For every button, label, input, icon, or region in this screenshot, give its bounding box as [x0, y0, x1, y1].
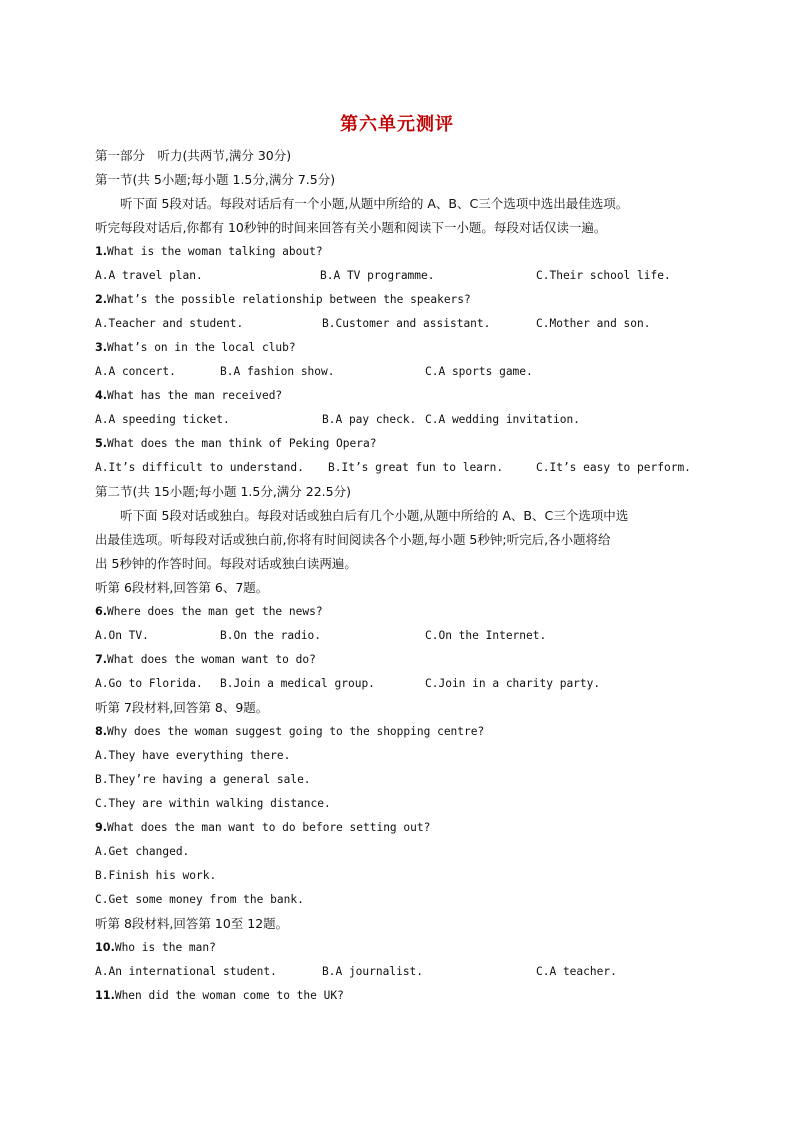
section1-instructions-1: 听下面 5段对话。每段对话后有一个小题,从题中所给的 A、B、C三个选项中选出最佳选项。: [120, 196, 629, 211]
material-8-heading: 听第 8段材料,回答第 10至 12题。: [95, 916, 289, 931]
option-b: B.A fashion show.: [220, 365, 335, 378]
question-text: Why does the woman suggest going to the shopping centre?: [107, 725, 485, 738]
question-1: [95, 244, 323, 260]
question-number: 11.: [95, 989, 115, 1002]
option-b: B.A TV programme.: [320, 269, 435, 282]
question-4: [95, 388, 282, 404]
material-6-heading: 听第 6段材料,回答第 6、7题。: [95, 580, 269, 595]
option-b: B.A journalist.: [322, 965, 424, 978]
question-number: 6.: [95, 605, 108, 618]
option-b: B.On the radio.: [220, 629, 322, 642]
option-a: A.Go to Florida.: [95, 677, 203, 690]
option-b: B.Join a medical group.: [220, 677, 375, 690]
question-text: What is the woman talking about?: [107, 245, 323, 258]
page-title: 第六单元测评: [340, 114, 454, 135]
question-number: 2.: [95, 293, 108, 306]
option-a: A.A speeding ticket.: [95, 413, 230, 426]
option-b: B.They’re having a general sale.: [95, 773, 311, 786]
question-10: [95, 940, 216, 956]
question-number: 4.: [95, 389, 108, 402]
option-b: B.A pay check.: [322, 413, 417, 426]
question-number: 7.: [95, 653, 108, 666]
option-c: C.Mother and son.: [536, 317, 651, 330]
option-b: B.Finish his work.: [95, 869, 217, 882]
section1-instructions-2: 听完每段对话后,你都有 10秒钟的时间来回答有关小题和阅读下一小题。每段对话仅读一遍。: [95, 220, 607, 235]
question-number: 3.: [95, 341, 108, 354]
question-3: [95, 340, 296, 356]
question-number: 9.: [95, 821, 108, 834]
question-text: What’s on in the local club?: [107, 341, 296, 354]
section2-heading: 第二节(共 15小题;每小题 1.5分,满分 22.5分): [95, 484, 351, 499]
option-a: A.On TV.: [95, 629, 149, 642]
option-c: C.A teacher.: [536, 965, 617, 978]
option-a: A.Get changed.: [95, 845, 190, 858]
option-c: C.Get some money from the bank.: [95, 893, 304, 906]
section1-heading: 第一节(共 5小题;每小题 1.5分,满分 7.5分): [95, 172, 336, 187]
option-c: C.A sports game.: [425, 365, 533, 378]
option-a: A.A concert.: [95, 365, 176, 378]
question-5: [95, 436, 376, 452]
option-c: C.Their school life.: [536, 269, 671, 282]
question-text: What has the man received?: [107, 389, 283, 402]
question-7: [95, 652, 316, 668]
section2-instructions-2: 出最佳选项。听每段对话或独白前,你将有时间阅读各个小题,每小题 5秒钟;听完后,各小题将给: [95, 532, 611, 547]
question-number: 5.: [95, 437, 108, 450]
section2-instructions-1: 听下面 5段对话或独白。每段对话或独白后有几个小题,从题中所给的 A、B、C三个选项中选: [120, 508, 629, 523]
option-a: A.Teacher and student.: [95, 317, 244, 330]
question-6: [95, 604, 323, 620]
part-heading: 第一部分 听力(共两节,满分 30分): [95, 148, 292, 163]
section2-instructions-3: 出 5秒钟的作答时间。每段对话或独白读两遍。: [95, 556, 357, 571]
question-11: [95, 988, 344, 1004]
question-9: [95, 820, 430, 836]
option-a: A.It’s difficult to understand.: [95, 461, 304, 474]
option-c: C.A wedding invitation.: [425, 413, 580, 426]
question-number: 8.: [95, 725, 108, 738]
question-text: What does the woman want to do?: [107, 653, 316, 666]
question-text: What does the man think of Peking Opera?: [107, 437, 377, 450]
option-c: C.On the Internet.: [425, 629, 547, 642]
option-c: C.It’s easy to perform.: [536, 461, 691, 474]
question-text: Who is the man?: [114, 941, 216, 954]
question-2: [95, 292, 471, 308]
option-a: A.An international student.: [95, 965, 277, 978]
question-text: Where does the man get the news?: [107, 605, 323, 618]
option-b: B.Customer and assistant.: [322, 317, 491, 330]
option-a: A.A travel plan.: [95, 269, 203, 282]
option-b: B.It’s great fun to learn.: [328, 461, 504, 474]
question-number: 1.: [95, 245, 108, 258]
material-7-heading: 听第 7段材料,回答第 8、9题。: [95, 700, 269, 715]
question-number: 10.: [95, 941, 115, 954]
option-a: A.They have everything there.: [95, 749, 291, 762]
question-text: What does the man want to do before setting out?: [107, 821, 431, 834]
question-8: [95, 724, 484, 740]
question-text: When did the woman come to the UK?: [114, 989, 344, 1002]
question-text: What’s the possible relationship between the speakers?: [107, 293, 471, 306]
option-c: C.They are within walking distance.: [95, 797, 331, 810]
option-c: C.Join in a charity party.: [425, 677, 601, 690]
